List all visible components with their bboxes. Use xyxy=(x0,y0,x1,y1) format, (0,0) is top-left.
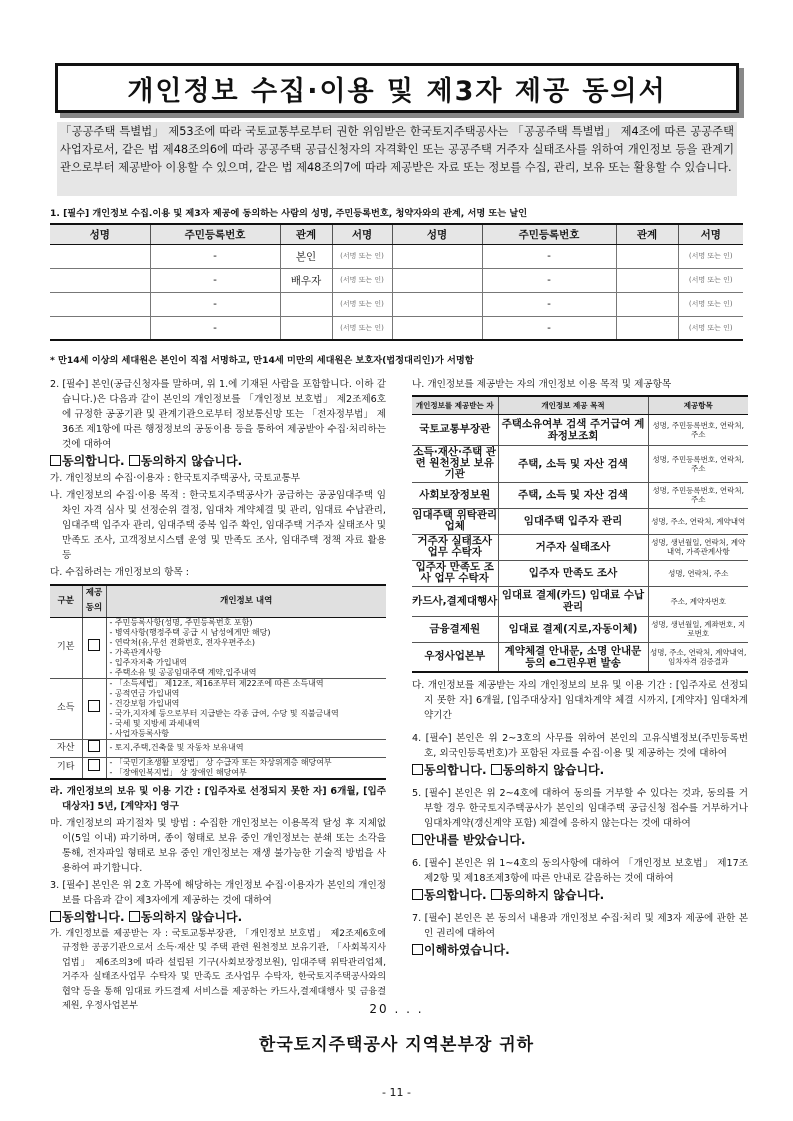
table-row: 사회보장정보원 주택, 소득 및 자산 검색 성명, 주민등록번호, 연락처, 주소 xyxy=(412,482,748,508)
table-row: 입주자 만족도 조사 업무 수탁자 입주자 만족도 조사 성명, 연락처, 주소 xyxy=(412,560,748,586)
section2-ma: 마. 개인정보의 파기절차 및 방법 : 수집한 개인정보는 이용목적 달성 후 지체없이(5일 이내) 파기하며, 종이 형태로 보유 중인 개인정보는 분쇄 또는 소각을 통해, 전자파일 형태로 보유 중인 개인정보는 재생 불가능한 기술적 방법을 사용하여 파기합니다. xyxy=(50,817,386,874)
section7-consent xyxy=(412,943,748,958)
section6-text: 6. [필수] 본인은 위 1~4호의 동의사항에 대하여 「개인정보 보호법」 제17조제2항 및 제18조제3항에 따른 안내로 갈음하는 것에 대하여 xyxy=(412,858,748,884)
col-details: 개인정보 내역 xyxy=(106,585,386,617)
section7-text: 7. [필수] 본인은 본 동의서 내용과 개인정보 수집·처리 및 제3자 제공에 관한 본인 권리에 대하여 xyxy=(412,913,748,939)
disagree-checkbox[interactable] xyxy=(491,764,502,775)
section2-consent xyxy=(50,454,386,469)
item-list: - 토지,주택,건축물 및 자동차 보유내역 xyxy=(106,739,386,757)
signature-table xyxy=(50,223,743,341)
col-sign: 서명 xyxy=(332,224,392,244)
section5-text: 5. [필수] 본인은 위 2~4호에 대하여 동의를 거부할 수 있다는 것과, 동의를 거부할 경우 한국토지주택공사가 본인의 임대주택 공급신청 접수를 거부하거나 임대차계약(갱신계약 포함) 체결에 응하지 않는다는 것에 대하여 xyxy=(412,788,748,829)
section2-na: 나. 개인정보의 수집·이용 목적 : 한국토지주택공사가 공급하는 공공임대주택 임차인 자격 심사 및 선정순위 결정, 임대차 계약체결 및 관리, 임대료 수납관리, 임대주택 입주자 관리, 임대주택 중복 입주 확인, 임대주택 거주자 실태조사 및 만족도 조사, 고객정보시스템 운영 및 만족도 조사, 임대주택 정책 자료 활용 등 xyxy=(50,490,386,561)
section2-ra: 라. 개인정보의 보유 및 이용 기간 : [입주자로 선정되지 못한 자] 6개월, [입주대상자] 5년, [계약자] 영구 xyxy=(50,785,386,812)
category-label: 자산 xyxy=(50,739,82,757)
section4-consent xyxy=(412,763,748,778)
col-rrn: 주민등록번호 xyxy=(150,224,280,244)
section3-ga: 가. 개인정보를 제공받는 자 : 국토교통부장관, 「개인정보 보호법」 제2조제6호에 규정한 공공기관으로서 소득·재산 및 주택 관련 원천정보 보유기관, 「사회복지사업법」 제6조의3에 따라 설립된 기구(사회보장정보원), 임대주택 위탁관리업체, 거주자 실태조사업무 수탁자 및 만족도 조사업무 수탁자, 한국토지주택공사와의 협약 등을 통해 임대료 카드결제 서비스를 제공하는 카드사,결제대행사 및 금융결제원, 우정사업본부 xyxy=(50,928,386,1011)
item-list: - 주민등록사항(성명, 주민등록번호 포함) - 병역사항(행정주택 공급 시 남성에게만 해당) - 연락처(유,무선 전화번호, 전자우편주소) - 가족관계사항 - 입주자저축 가입내역 - 주택소유 및 공공임대주택 계약,입주내역 xyxy=(106,617,386,678)
sign-field[interactable]: (서명 또는 인) xyxy=(678,292,743,316)
table-row xyxy=(50,678,386,739)
left-column xyxy=(50,377,386,1016)
category-label: 기타 xyxy=(50,757,82,779)
col-name: 성명 xyxy=(50,224,150,244)
name-field[interactable] xyxy=(50,244,150,268)
signature-row xyxy=(50,292,743,316)
sign-field[interactable]: (서명 또는 인) xyxy=(678,244,743,268)
table-row: 소득·재산·주택 관련 원천정보 보유기관 주택, 소득 및 자산 검색 성명, 주민등록번호, 연락처, 주소 xyxy=(412,445,748,482)
table-row xyxy=(50,757,386,779)
signature-row xyxy=(50,316,743,340)
signature-row xyxy=(50,268,743,292)
provision-table xyxy=(412,395,748,673)
table-row: 카드사,결제대행사 임대료 결제(카드) 임대료 수납관리 주소, 계약자번호 xyxy=(412,586,748,616)
table-row: 우정사업본부 계약체결 안내문, 소명 안내문 등의 e그린우편 발송 성명, 주소, 연락처, 계약내역, 임차자격 검증결과 xyxy=(412,642,748,672)
table-row: 거주자 실태조사 업무 수탁자 거주자 실태조사 성명, 생년월일, 연락처, 계약내역, 가족관계사항 xyxy=(412,534,748,560)
section5-consent xyxy=(412,833,748,848)
rrn-field[interactable]: - xyxy=(482,292,616,316)
disagree-label: 동의하지 않습니다. xyxy=(502,888,605,902)
agree-label: 동의합니다. xyxy=(62,909,125,924)
name-field[interactable] xyxy=(392,316,482,340)
col-name: 성명 xyxy=(392,224,482,244)
relation-field[interactable] xyxy=(616,292,678,316)
col-relation: 관계 xyxy=(616,224,678,244)
disagree-checkbox[interactable] xyxy=(129,911,140,922)
table-row xyxy=(50,617,386,678)
confirm-checkbox[interactable] xyxy=(412,834,423,845)
sign-field[interactable]: (서명 또는 인) xyxy=(678,316,743,340)
confirm-label: 이해하였습니다. xyxy=(424,943,510,957)
section2-da: 다. 수집하려는 개인정보의 항목 : xyxy=(50,567,189,578)
col-recipient: 개인정보를 제공받는 자 xyxy=(412,396,498,414)
relation-field[interactable] xyxy=(616,244,678,268)
agree-label: 동의합니다. xyxy=(424,888,487,902)
rrn-field[interactable]: - xyxy=(150,292,280,316)
col-purpose: 개인정보 제공 목적 xyxy=(498,396,648,414)
name-field[interactable] xyxy=(50,268,150,292)
relation-field[interactable] xyxy=(280,316,332,340)
section6-consent xyxy=(412,888,748,903)
col-category: 구분 xyxy=(50,585,82,617)
consent-checkbox[interactable] xyxy=(88,740,100,752)
section2-intro: 2. [필수] 본인(공급신청자를 말하며, 위 1.에 기재된 사람을 포함합니다. 이하 같습니다.)은 다음과 같이 본인의 개인정보를 「개인정보 보호법」 제2조제6호에 규정한 공공기관 및 관계기관으로부터 정보통신망 또는 「전자정부법」 제36조 제1항에 따른 행정정보의 공동이용 등을 통하여 제공받아 수집·처리하는 것에 대하여 xyxy=(50,379,386,450)
agree-checkbox[interactable] xyxy=(412,764,423,775)
relation-field[interactable] xyxy=(616,316,678,340)
rrn-field[interactable]: - xyxy=(482,244,616,268)
collected-items-table xyxy=(50,584,386,780)
rrn-field[interactable]: - xyxy=(482,316,616,340)
consent-checkbox[interactable] xyxy=(88,759,100,771)
agree-label: 동의합니다. xyxy=(62,454,125,468)
rrn-field[interactable]: - xyxy=(150,244,280,268)
relation-field[interactable]: 본인 xyxy=(280,244,332,268)
col-consent: 제공 동의 xyxy=(82,585,106,617)
consent-checkbox[interactable] xyxy=(88,639,100,651)
rrn-field[interactable]: - xyxy=(150,268,280,292)
disagree-label: 동의하지 않습니다. xyxy=(140,909,243,924)
col-rrn: 주민등록번호 xyxy=(482,224,616,244)
name-field[interactable] xyxy=(392,268,482,292)
relation-field[interactable] xyxy=(280,292,332,316)
disagree-label: 동의하지 않습니다. xyxy=(140,454,243,468)
right-column xyxy=(412,377,748,960)
relation-field[interactable] xyxy=(616,268,678,292)
table-row: 금융결제원 임대료 결제(지로,자동이체) 성명, 생년월일, 계좌번호, 지로번호 xyxy=(412,616,748,642)
sign-field[interactable]: (서명 또는 인) xyxy=(332,316,392,340)
date-line[interactable]: 20 . . . xyxy=(369,1002,424,1016)
section4-text: 4. [필수] 본인은 위 2~3호의 사무를 위하여 본인의 고유식별정보(주민등록번호, 외국인등록번호)가 포함된 자료를 수집·이용 및 제공하는 것에 대하여 xyxy=(412,733,748,759)
confirm-checkbox[interactable] xyxy=(412,944,423,955)
rrn-field[interactable]: - xyxy=(150,316,280,340)
table-row: 임대주택 위탁관리업체 임대주택 입주자 관리 성명, 주소, 연락처, 계약내역 xyxy=(412,508,748,534)
agree-label: 동의합니다. xyxy=(424,763,487,777)
disagree-checkbox[interactable] xyxy=(129,455,140,466)
col-relation: 관계 xyxy=(280,224,332,244)
rrn-field[interactable]: - xyxy=(482,268,616,292)
agree-checkbox[interactable] xyxy=(412,889,423,900)
sign-field[interactable]: (서명 또는 인) xyxy=(332,268,392,292)
section3-na: 나. 개인정보를 제공받는 자의 개인정보 이용 목적 및 제공항목 xyxy=(412,379,672,390)
name-field[interactable] xyxy=(50,316,150,340)
col-items: 제공항목 xyxy=(648,396,748,414)
item-list: - 「국민기초생활 보장법」 상 수급자 또는 차상위계층 해당여부 - 「장애인복지법」 상 장애인 해당여부 xyxy=(106,757,386,779)
section3-intro: 3. [필수] 본인은 위 2호 가목에 해당하는 개인정보 수집·이용자가 본인의 개인정보를 다음과 같이 제3자에게 제공하는 것에 대하여 xyxy=(50,879,386,906)
page-number: - 11 - xyxy=(382,1086,411,1099)
section2-ga: 가. 개인정보의 수집·이용자 : 한국토지주택공사, 국토교통부 xyxy=(50,473,301,484)
sign-field[interactable]: (서명 또는 인) xyxy=(332,244,392,268)
category-label: 소득 xyxy=(50,678,82,739)
col-sign: 서명 xyxy=(678,224,743,244)
agree-checkbox[interactable] xyxy=(50,455,61,466)
category-label: 기본 xyxy=(50,617,82,678)
sign-field[interactable]: (서명 또는 인) xyxy=(332,292,392,316)
confirm-label: 안내를 받았습니다. xyxy=(424,833,526,847)
table-row xyxy=(50,739,386,757)
intro-paragraph: 「공공주택 특별법」 제53조에 따라 국토교통부로부터 권한 위임받은 한국토지주택공사는 「공공주택 특별법」 제4조에 따른 공공주택사업자로서, 같은 법 제48조의6에 따라 공공주택 공급신청자의 자격확인 또는 공공주택 거주자 실태조사를 위하여 개인정보 등을 관계기관으로부터 제공받아 이용할 수 있으며, 같은 법 제48조의7에 따라 제공받은 자료 또는 정보를 수집, 관리, 보유 또는 활용할 수 있습니다. xyxy=(57,122,737,196)
disagree-label: 동의하지 않습니다. xyxy=(502,763,605,777)
table-row: 국토교통부장관 주택소유여부 검색 주거급여 계좌정보조회 성명, 주민등록번호, 연락처, 주소 xyxy=(412,414,748,445)
sign-field[interactable]: (서명 또는 인) xyxy=(678,268,743,292)
name-field[interactable] xyxy=(392,292,482,316)
addressee: 한국토지주택공사 지역본부장 귀하 xyxy=(258,1035,535,1055)
agree-checkbox[interactable] xyxy=(50,911,61,922)
disagree-checkbox[interactable] xyxy=(491,889,502,900)
signature-row xyxy=(50,244,743,268)
item-list: - 「소득세법」 제12조, 제16조부터 제22조에 따른 소득내역 - 공적연금 가입내역 - 건강보험 가입내역 - 국가,지자체 등으로부터 지급받는 각종 급여, 수당 및 직불금내역 - 국세 및 지방세 과세내역 - 사업자등록사항 xyxy=(106,678,386,739)
relation-field[interactable]: 배우자 xyxy=(280,268,332,292)
document-title: 개인정보 수집·이용 및 제3자 제공 동의서 xyxy=(127,75,667,107)
age-note: * 만14세 이상의 세대원은 본인이 직접 서명하고, 만14세 미만의 세대원은 보호자(법정대리인)가 서명함 xyxy=(50,355,474,366)
name-field[interactable] xyxy=(392,244,482,268)
section3-da: 다. 개인정보를 제공받는 자의 개인정보의 보유 및 이용 기간 : [입주자로 선정되지 못한 자] 6개월, [입주대상자] 임대차계약 체결 시까지, [계약자] 임대차계약기간 xyxy=(412,680,748,721)
document-title-box xyxy=(55,63,739,113)
section1-heading: 1. [필수] 개인정보 수집.이용 및 제3자 제공에 동의하는 사람의 성명, 주민등록번호, 청약자와의 관계, 서명 또는 날인 xyxy=(50,208,528,219)
consent-checkbox[interactable] xyxy=(88,700,100,712)
section3-consent xyxy=(50,910,386,925)
name-field[interactable] xyxy=(50,292,150,316)
